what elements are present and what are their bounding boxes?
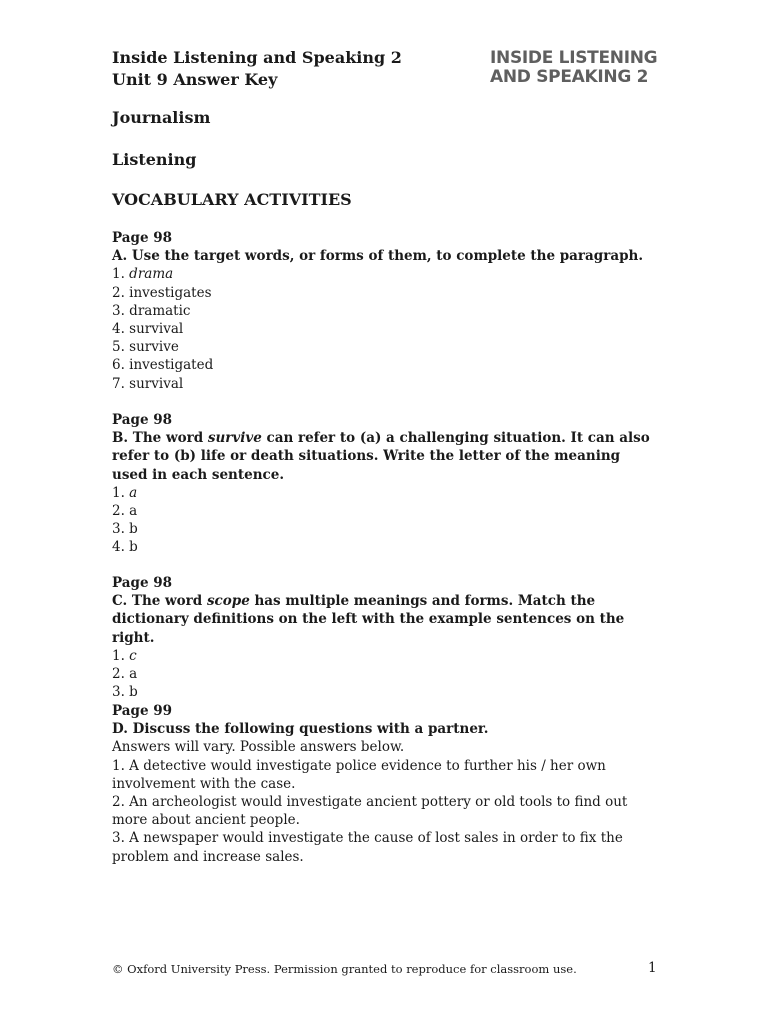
section-c [112, 574, 657, 701]
answer-item: 3. A newspaper would investigate the cause of lost sales in order to fix the problem and increase sales. [112, 830, 623, 865]
section-instruction: A. Use the target words, or forms of them, to complete the paragraph. [112, 248, 644, 265]
page-number: 1 [648, 960, 657, 976]
answer-item: 1. a [112, 484, 138, 501]
document-title: Inside Listening and Speaking 2 [112, 48, 402, 67]
answer-item: 3. b [112, 684, 138, 701]
answer-item: 6. investigated [112, 357, 214, 374]
section-page-ref: Page 99 [112, 703, 173, 719]
logo-line-2: AND SPEAKING 2 [490, 67, 649, 87]
answer-item: 4. survival [112, 321, 184, 338]
document-header [112, 47, 402, 91]
answer-item: 1. c [112, 647, 137, 664]
subtopic-heading: Listening [112, 150, 197, 169]
answer-item: 3. dramatic [112, 302, 191, 319]
activities-heading: VOCABULARY ACTIVITIES [112, 190, 352, 209]
section-d [112, 702, 657, 866]
unit-title: Unit 9 Answer Key [112, 70, 278, 89]
section-a [112, 229, 657, 393]
answer-item: 1. drama [112, 266, 174, 283]
topic-heading: Journalism [112, 108, 211, 127]
copyright-notice: © Oxford University Press. Permission granted to reproduce for classroom use. [112, 962, 577, 976]
section-page-ref: Page 98 [112, 412, 173, 428]
section-page-ref: Page 98 [112, 230, 173, 246]
section-instruction: D. Discuss the following questions with a partner. [112, 721, 489, 738]
answer-item: 1. A detective would investigate police evidence to further his / her own involvement with the case. [112, 757, 606, 792]
answer-item: 4. b [112, 539, 138, 556]
answer-item: 2. a [112, 503, 138, 520]
answer-item: 2. An archeologist would investigate ancient pottery or old tools to find out more about ancient people. [112, 794, 628, 829]
answer-item: 2. a [112, 666, 138, 683]
section-b [112, 411, 657, 557]
answer-intro: Answers will vary. Possible answers below. [112, 739, 405, 756]
section-instruction: B. The word survive can refer to (a) a challenging situation. It can also refer to (b) life or death situations. Write the letter of the meaning used in each sentence. [112, 430, 650, 483]
answer-item: 5. survive [112, 339, 179, 356]
answer-item: 7. survival [112, 375, 184, 392]
section-instruction: C. The word scope has multiple meanings and forms. Match the dictionary definitions on the left with the example sentences on the right. [112, 593, 625, 646]
section-page-ref: Page 98 [112, 575, 173, 591]
answer-item: 3. b [112, 521, 138, 538]
answer-item: 2. investigates [112, 284, 212, 301]
series-logo [490, 48, 658, 89]
logo-line-1: INSIDE LISTENING [490, 48, 658, 68]
